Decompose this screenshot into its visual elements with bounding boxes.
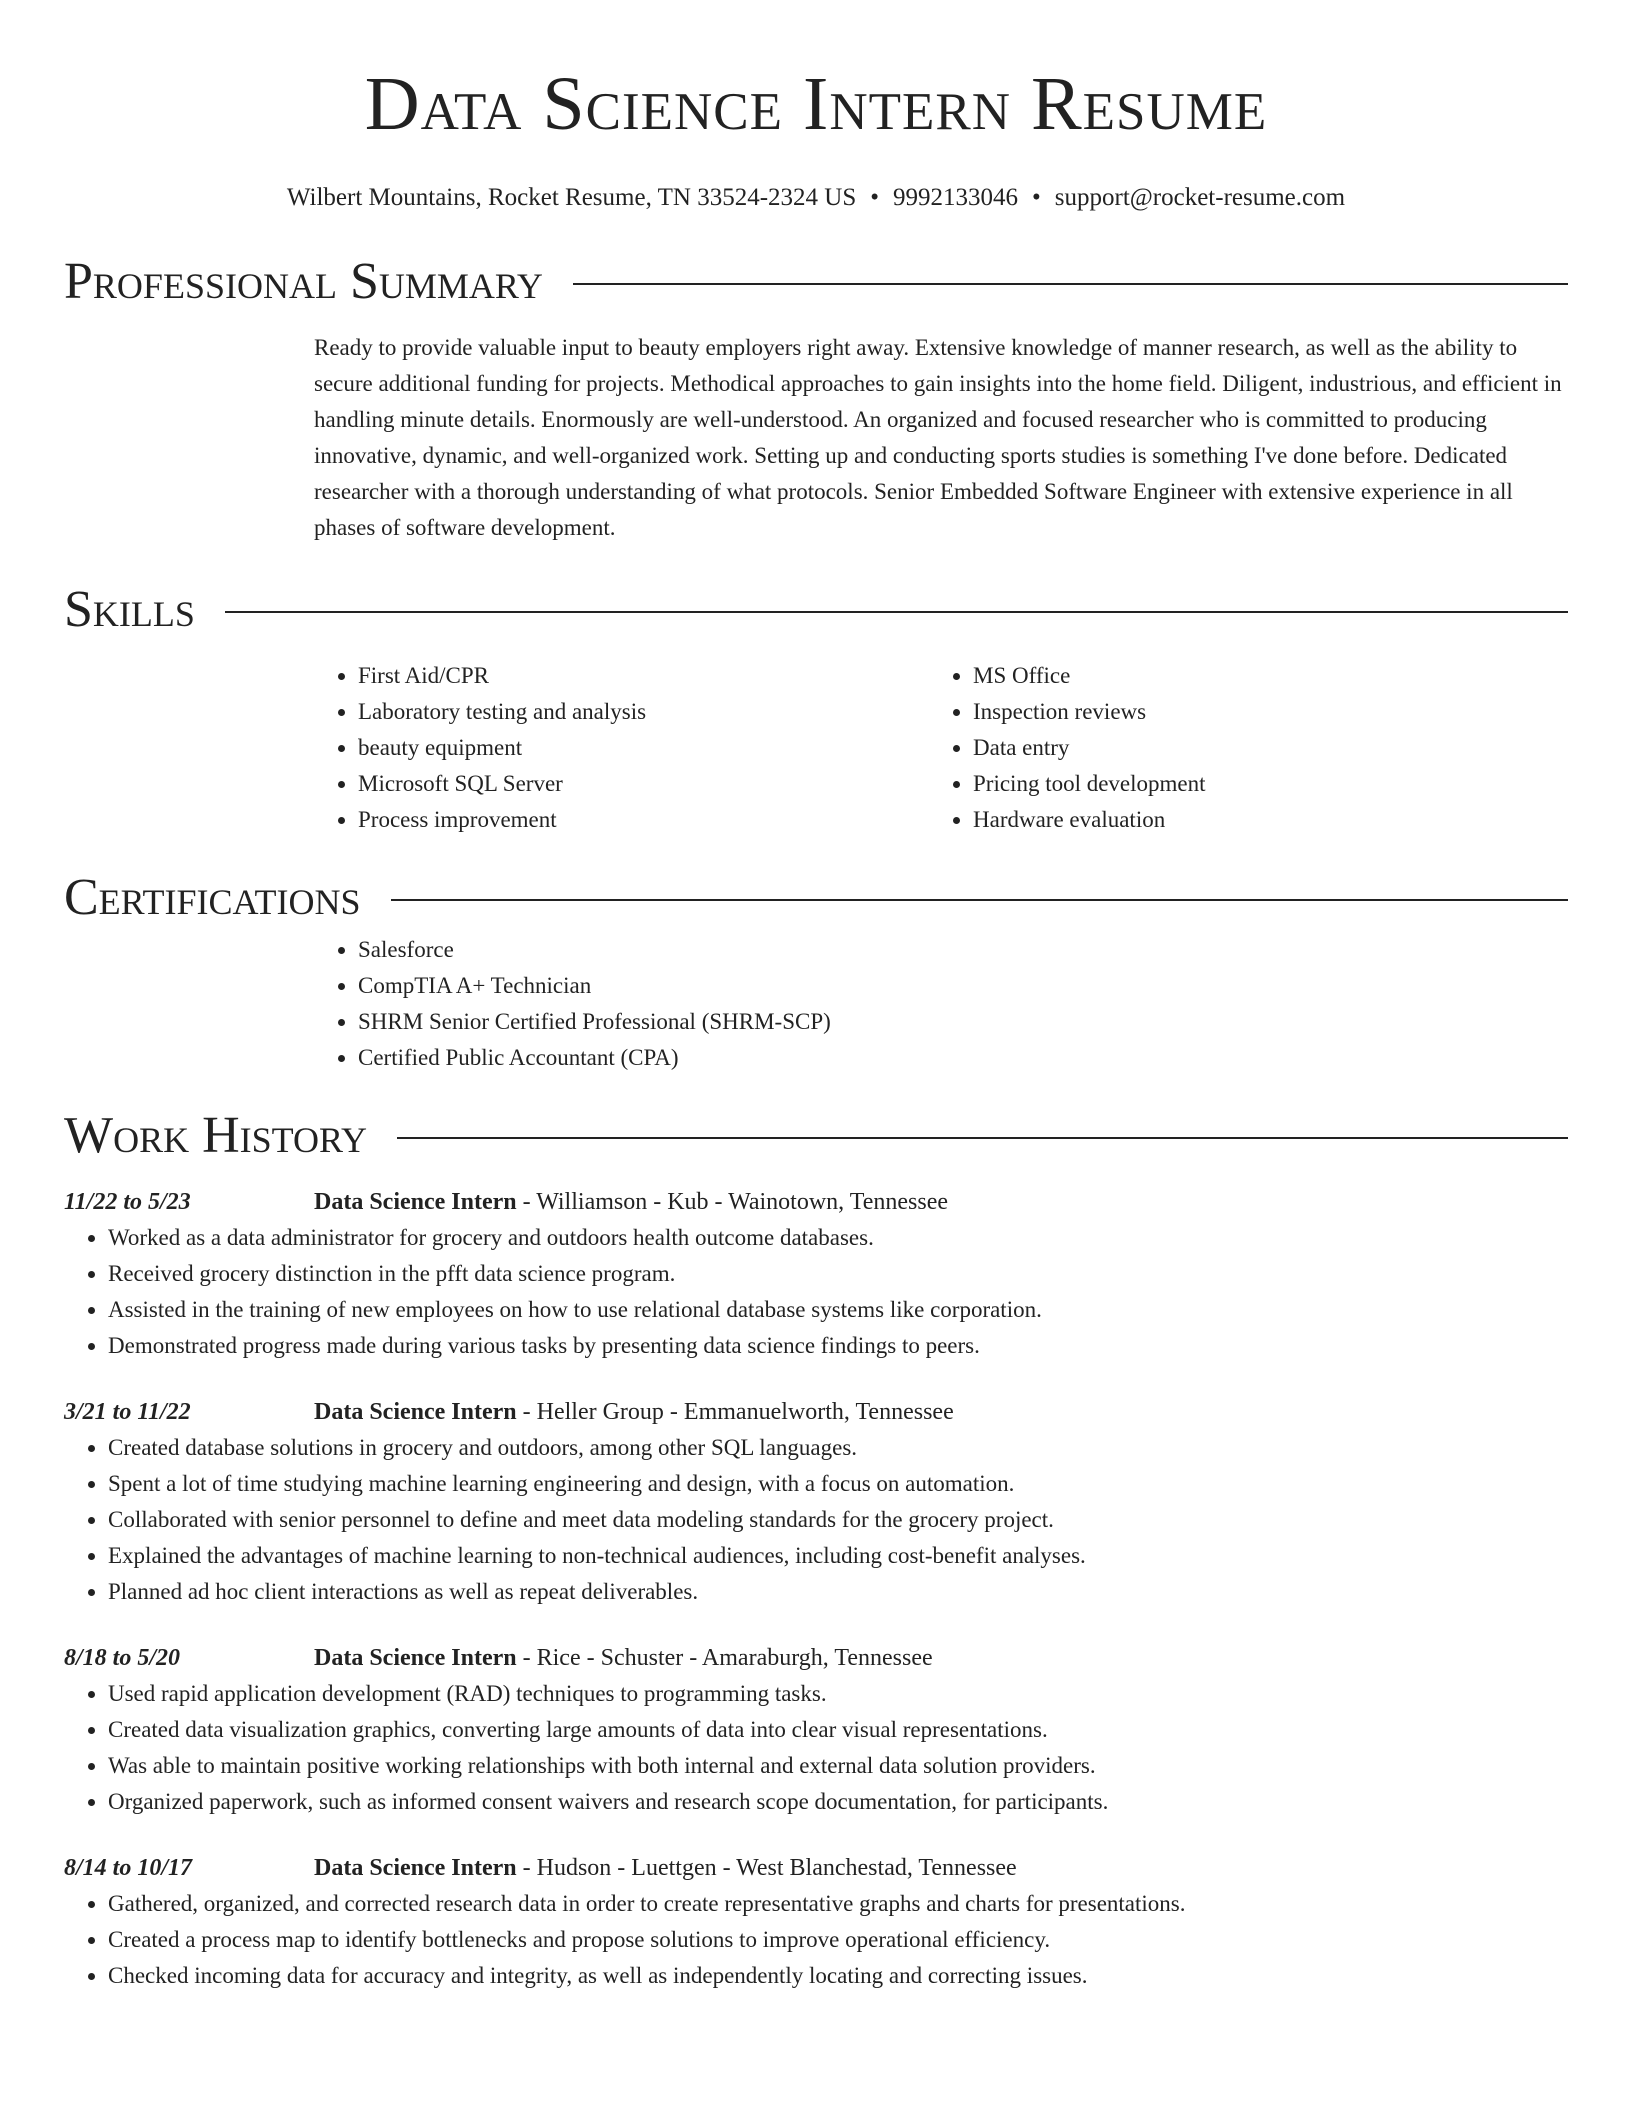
job-bullet: • Created a process map to identify bottlenecks and propose solutions to improve operational efficiency.	[108, 1922, 1568, 1958]
job-bullets	[64, 1220, 1568, 1364]
skill-item: • MS Office	[973, 658, 1544, 694]
certification-item: • Salesforce	[358, 932, 1568, 968]
job-title: Data Science Intern	[314, 1645, 517, 1671]
job-bullets	[64, 1886, 1568, 1994]
job-entry	[64, 1184, 1568, 1364]
certification-item: • SHRM Senior Certified Professional (SHRM-SCP)	[358, 1004, 1568, 1040]
job-dates: 3/21 to 11/22	[64, 1399, 191, 1425]
skill-item: • Process improvement	[358, 802, 929, 838]
job-entry	[64, 1850, 1568, 1994]
job-header	[64, 1184, 1568, 1220]
job-bullet: • Checked incoming data for accuracy and integrity, as well as independently locating and correcting issues.	[108, 1958, 1568, 1994]
certifications-list	[314, 932, 1568, 1076]
job-bullet: • Used rapid application development (RAD) techniques to programming tasks.	[108, 1676, 1568, 1712]
job-dates: 8/18 to 5/20	[64, 1645, 181, 1671]
job-bullet: • Created data visualization graphics, converting large amounts of data into clear visual representations.	[108, 1712, 1568, 1748]
job-header	[64, 1850, 1568, 1886]
job-bullet: • Worked as a data administrator for grocery and outdoors health outcome databases.	[108, 1220, 1568, 1256]
contact-address: Wilbert Mountains, Rocket Resume, TN 33524-2324 US	[286, 184, 857, 211]
job-entry	[64, 1394, 1568, 1610]
job-heading	[314, 1184, 948, 1220]
certification-item: • CompTIA A+ Technician	[358, 968, 1568, 1004]
job-entry	[64, 1640, 1568, 1820]
job-bullet: • Planned ad hoc client interactions as well as repeat deliverables.	[108, 1574, 1568, 1610]
job-title: Data Science Intern	[314, 1189, 517, 1215]
skill-item: • Inspection reviews	[973, 694, 1544, 730]
certifications-body	[314, 932, 1568, 1076]
resume-title: Data Science Intern Resume	[364, 62, 1268, 146]
skills-body	[314, 658, 1568, 838]
job-heading	[314, 1640, 933, 1676]
contact-line	[64, 182, 1568, 214]
section-divider	[225, 611, 1568, 613]
job-bullet: • Assisted in the training of new employees on how to use relational database systems like corporation.	[108, 1292, 1568, 1328]
skill-item: • First Aid/CPR	[358, 658, 929, 694]
skills-column-right	[929, 658, 1544, 838]
job-employer-location: - Hudson - Luettgen - West Blanchestad, Tennessee	[516, 1855, 1017, 1881]
job-heading	[314, 1850, 1017, 1886]
certification-item: • Certified Public Accountant (CPA)	[358, 1040, 1568, 1076]
section-divider	[397, 1137, 1568, 1139]
summary-body	[314, 330, 1568, 546]
skills-list-right	[929, 658, 1544, 838]
contact-email: support@rocket-resume.com	[1054, 184, 1346, 211]
skills-column-left	[314, 658, 929, 838]
job-dates: 8/14 to 10/17	[64, 1855, 193, 1881]
job-bullets	[64, 1430, 1568, 1610]
section-divider	[391, 899, 1568, 901]
work-section-title: Work History	[64, 1107, 368, 1164]
work-section-header	[64, 1102, 1568, 1170]
skills-grid	[314, 658, 1568, 838]
job-title: Data Science Intern	[314, 1399, 517, 1425]
skill-item: • Pricing tool development	[973, 766, 1544, 802]
job-bullet: • Gathered, organized, and corrected research data in order to create representative graphs and charts for presentations.	[108, 1886, 1568, 1922]
job-bullet: • Organized paperwork, such as informed consent waivers and research scope documentation, for participants.	[108, 1784, 1568, 1820]
job-header	[64, 1640, 1568, 1676]
skill-item: • Laboratory testing and analysis	[358, 694, 929, 730]
summary-section-title: Professional Summary	[64, 253, 543, 310]
skill-item: • Microsoft SQL Server	[358, 766, 929, 802]
contact-separator: •	[1032, 184, 1041, 211]
job-bullet: • Created database solutions in grocery and outdoors, among other SQL languages.	[108, 1430, 1568, 1466]
job-bullet: • Demonstrated progress made during various tasks by presenting data science findings to peers.	[108, 1328, 1568, 1364]
job-heading	[314, 1394, 954, 1430]
certifications-section-header	[64, 864, 1568, 932]
summary-text: Ready to provide valuable input to beauty employers right away. Extensive knowledge of manner research, as well as the ability to secure additional funding for projects. Methodical approaches to gain insights into the home field. Diligent, industrious, and efficient in handling minute details. Enormously are well-understood. An organized and focused researcher who is committed to producing innovative, dynamic, and well-organized work. Setting up and conducting sports studies is something I've done before. Dedicated researcher with a thorough understanding of what protocols. Senior Embedded Software Engineer with extensive experience in all phases of software development.	[314, 335, 1562, 540]
job-bullet: • Explained the advantages of machine learning to non-technical audiences, including cost-benefit analyses.	[108, 1538, 1568, 1574]
job-employer-location: - Heller Group - Emmanuelworth, Tennessee	[516, 1399, 954, 1425]
contact-separator: •	[870, 184, 879, 211]
summary-section-header	[64, 248, 1568, 316]
job-bullet: • Collaborated with senior personnel to define and meet data modeling standards for the grocery project.	[108, 1502, 1568, 1538]
job-header	[64, 1394, 1568, 1430]
job-bullet: • Received grocery distinction in the pfft data science program.	[108, 1256, 1568, 1292]
skills-section-title: Skills	[64, 581, 195, 638]
job-employer-location: - Williamson - Kub - Wainotown, Tennessee	[516, 1189, 948, 1215]
skills-list-left	[314, 658, 929, 838]
job-dates: 11/22 to 5/23	[64, 1189, 191, 1215]
skill-item: • Hardware evaluation	[973, 802, 1544, 838]
skills-section-header	[64, 576, 1568, 644]
job-bullet: • Spent a lot of time studying machine learning engineering and design, with a focus on automation.	[108, 1466, 1568, 1502]
section-divider	[573, 283, 1568, 285]
contact-phone: 9992133046	[893, 184, 1018, 211]
job-employer-location: - Rice - Schuster - Amaraburgh, Tennessee	[516, 1645, 933, 1671]
job-bullets	[64, 1676, 1568, 1820]
skill-item: • Data entry	[973, 730, 1544, 766]
certifications-section-title: Certifications	[64, 869, 361, 926]
job-title: Data Science Intern	[314, 1855, 517, 1881]
skill-item: • beauty equipment	[358, 730, 929, 766]
job-bullet: • Was able to maintain positive working relationships with both internal and external data solution providers.	[108, 1748, 1568, 1784]
